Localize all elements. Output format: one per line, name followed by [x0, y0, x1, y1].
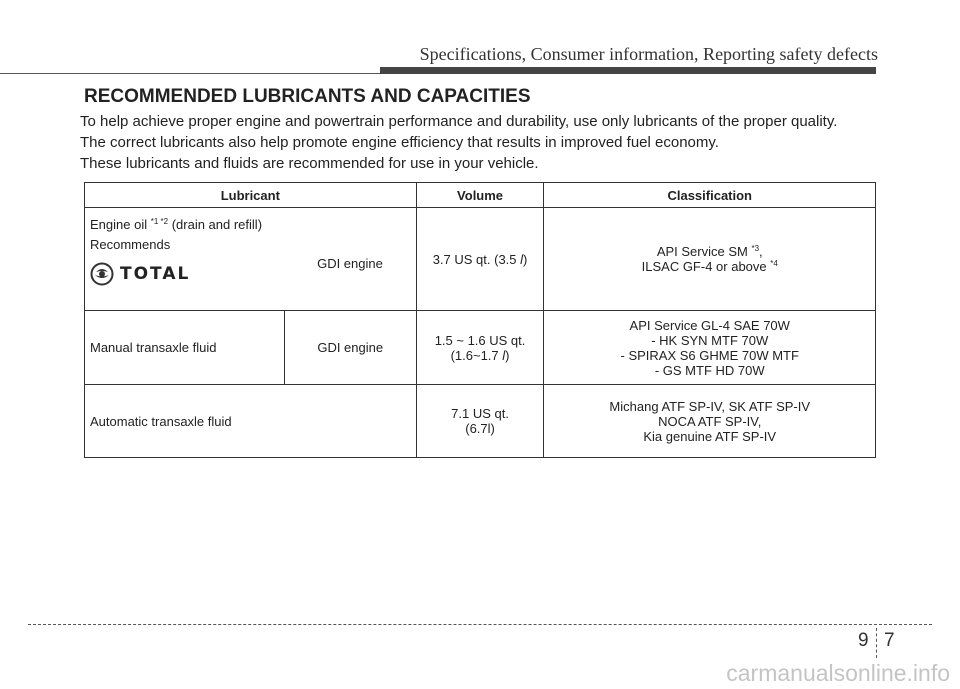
- engine-oil-class-ilsac: ILSAC GF-4 or above: [641, 259, 771, 274]
- page-header-title: Specifications, Consumer information, Reporting safety defects: [419, 44, 878, 64]
- manual-volume-close: ): [505, 347, 510, 363]
- engine-oil-classification: [544, 208, 876, 311]
- manual-transaxle-engine-type: GDI engine: [284, 311, 416, 385]
- manual-transaxle-classification: [544, 311, 876, 385]
- page-number-separator: [876, 628, 877, 658]
- engine-oil-class-ilsac-note: *4: [770, 259, 778, 268]
- chapter-number: 9: [858, 630, 869, 651]
- manual-transaxle-volume: [416, 311, 544, 385]
- table-header-row: [85, 183, 876, 208]
- engine-oil-engine-type: GDI engine: [284, 208, 416, 311]
- engine-oil-suffix: (drain and refill): [168, 217, 263, 232]
- recommends-label: Recommends: [90, 237, 171, 252]
- footer-dashed-rule: [28, 624, 932, 625]
- section-title: RECOMMENDED LUBRICANTS AND CAPACITIES: [84, 86, 531, 107]
- lubricants-table: [84, 182, 876, 458]
- intro-line-2: The correct lubricants also help promote engine efficiency that results in improved fuel economy.: [80, 134, 719, 151]
- engine-oil-volume-close: ): [523, 251, 528, 267]
- automatic-transaxle-volume: [416, 385, 544, 458]
- table-row: [85, 208, 876, 311]
- header-rule-thick: [380, 67, 876, 74]
- header-classification: Classification: [544, 183, 876, 208]
- header-volume: Volume: [416, 183, 544, 208]
- automatic-class-line: NOCA ATF SP-IV,: [658, 413, 762, 429]
- automatic-class-line: Kia genuine ATF SP-IV: [643, 428, 777, 444]
- manual-class-line: - SPIRAX S6 GHME 70W MTF: [620, 347, 799, 363]
- engine-oil-class-api-note: *3: [751, 244, 760, 253]
- total-logo-icon: [90, 262, 114, 286]
- total-logo: [90, 261, 279, 287]
- watermark: carmanualsonline.info: [726, 660, 950, 686]
- total-logo-text: TOTAL: [120, 264, 191, 284]
- automatic-class-line: Michang ATF SP-IV, SK ATF SP-IV: [609, 398, 811, 414]
- automatic-volume-line-2: (6.7l): [465, 421, 495, 436]
- engine-oil-cell: [85, 208, 285, 311]
- engine-oil-volume-unit: l: [520, 251, 524, 267]
- engine-oil-class-api-end: ,: [759, 244, 763, 259]
- manual-class-line: API Service GL-4 SAE 70W: [629, 317, 790, 333]
- engine-oil-class-api: API Service SM: [656, 244, 752, 259]
- header-lubricant: Lubricant: [85, 183, 417, 208]
- table-row: [85, 311, 876, 385]
- engine-oil-footnotes: *1 *2: [150, 217, 169, 226]
- header-rule-thin: [0, 73, 380, 74]
- manual-class-line: - GS MTF HD 70W: [654, 362, 765, 378]
- manual-class-line: - HK SYN MTF 70W: [651, 332, 769, 348]
- manual-volume-unit: l: [502, 347, 506, 363]
- engine-oil-volume: [416, 208, 544, 311]
- intro-text: [80, 111, 880, 174]
- manual-volume-line-1: 1.5 ~ 1.6 US qt.: [434, 332, 526, 348]
- manual-volume-line-2: (1.6~1.7: [450, 347, 503, 363]
- table-row: [85, 385, 876, 458]
- automatic-transaxle-classification: [544, 385, 876, 458]
- intro-line-1: To help achieve proper engine and powertrain performance and durability, use only lubricants of the proper quality.: [80, 113, 838, 130]
- intro-line-3: These lubricants and fluids are recommended for use in your vehicle.: [80, 155, 539, 172]
- manual-transaxle-name: Manual transaxle fluid: [85, 311, 285, 385]
- engine-oil-volume-value: 3.7 US qt. (3.5: [432, 251, 521, 267]
- engine-oil-name: Engine oil: [90, 217, 148, 232]
- automatic-transaxle-name: Automatic transaxle fluid: [85, 385, 417, 458]
- automatic-volume-line-1: 7.1 US qt.: [451, 406, 509, 421]
- page-number: 7: [884, 630, 895, 651]
